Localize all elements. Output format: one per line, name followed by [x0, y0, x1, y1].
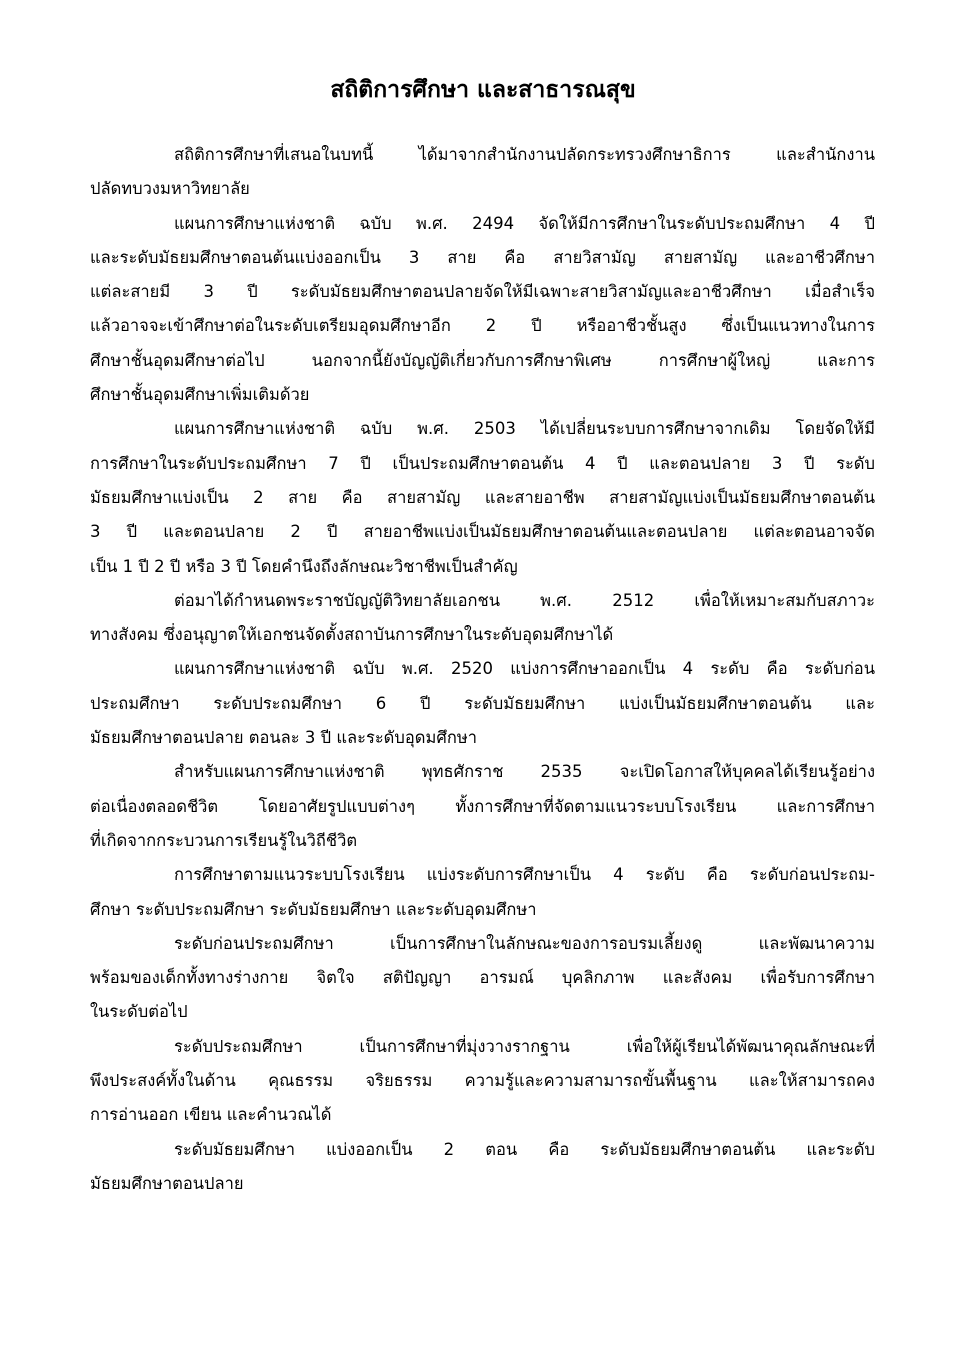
paragraph-line: แต่ละสายมี 3 ปี ระดับมัธยมศึกษาตอนปลายจัดให้มีเฉพาะสายวิสามัญและอาชีวศึกษา เมื่อสำเร็จ: [90, 282, 875, 302]
paragraph: [90, 138, 875, 207]
paragraph-line: ปลัดทบวงมหาวิทยาลัย: [90, 179, 250, 199]
paragraph-line: ศึกษาชั้นอุดมศึกษาต่อไป นอกจากนี้ยังบัญญัติเกี่ยวกับการศึกษาพิเศษ การศึกษาผู้ใหญ่ และการ: [90, 350, 875, 370]
paragraph-line: แผนการศึกษาแห่งชาติ ฉบับ พ.ศ. 2494 จัดให้มีการศึกษาในระดับประถมศึกษา 4 ปี: [174, 213, 875, 233]
paragraph-line: ศึกษาชั้นอุดมศึกษาเพิ่มเติมด้วย: [90, 385, 310, 405]
paragraph: [90, 652, 875, 755]
paragraph-line: ต่อมาได้กำหนดพระราชบัญญัติวิทยาลัยเอกชน พ.ศ. 2512 เพื่อให้เหมาะสมกับสภาวะ: [174, 590, 875, 610]
paragraph: [90, 1030, 875, 1133]
paragraph-line: แล้วอาจจะเข้าศึกษาต่อในระดับเตรียมอุดมศึกษาอีก 2 ปี หรืออาชีวชั้นสูง ซึ่งเป็นแนวทางในการ: [90, 316, 875, 336]
paragraph: [90, 1133, 875, 1202]
paragraph-line: การอ่านออก เขียน และคำนวณได้: [90, 1105, 332, 1125]
paragraph: [90, 755, 875, 858]
paragraph-line: ต่อเนื่องตลอดชีวิต โดยอาศัยรูปแบบต่างๆ ทั้งการศึกษาที่จัดตามแนวระบบโรงเรียน และการศึกษา: [90, 796, 875, 816]
paragraph: [90, 858, 875, 927]
paragraph-line: ระดับมัธยมศึกษา แบ่งออกเป็น 2 ตอน คือ ระดับมัธยมศึกษาตอนต้น และระดับ: [174, 1139, 875, 1159]
paragraph-line: พร้อมของเด็กทั้งทางร่างกาย จิตใจ สติปัญญา อารมณ์ บุคลิกภาพ และสังคม เพื่อรับการศึกษา: [90, 968, 875, 988]
paragraph-line: 3 ปี และตอนปลาย 2 ปี สายอาชีพแบ่งเป็นมัธยมศึกษาตอนต้นและตอนปลาย แต่ละตอนอาจจัด: [90, 522, 875, 542]
paragraph-line: ระดับก่อนประถมศึกษา เป็นการศึกษาในลักษณะของการอบรมเลี้ยงดู และพัฒนาความ: [174, 933, 875, 953]
paragraph-line: การศึกษาในระดับประถมศึกษา 7 ปี เป็นประถมศึกษาตอนต้น 4 ปี และตอนปลาย 3 ปี ระดับ: [90, 453, 875, 473]
paragraph-line: ในระดับต่อไป: [90, 1002, 188, 1022]
paragraph-line: มัธยมศึกษาตอนปลาย ตอนละ 3 ปี และระดับอุดมศึกษา: [90, 728, 477, 748]
paragraph-line: และระดับมัธยมศึกษาตอนต้นแบ่งออกเป็น 3 สาย คือ สายวิสามัญ สายสามัญ และอาชีวศึกษา: [90, 247, 875, 267]
paragraph-line: ทางสังคม ซึ่งอนุญาตให้เอกชนจัดตั้งสถาบันการศึกษาในระดับอุดมศึกษาได้: [90, 625, 614, 645]
paragraph-line: มัธยมศึกษาแบ่งเป็น 2 สาย คือ สายสามัญ และสายอาชีพ สายสามัญแบ่งเป็นมัธยมศึกษาตอนต้น: [90, 487, 875, 507]
paragraph-line: ประถมศึกษา ระดับประถมศึกษา 6 ปี ระดับมัธยมศึกษา แบ่งเป็นมัธยมศึกษาตอนต้น และ: [90, 693, 875, 713]
document-title: สถิติการศึกษา และสาธารณสุข: [330, 77, 636, 103]
paragraph: [90, 927, 875, 1030]
paragraph-line: พึงประสงค์ทั้งในด้าน คุณธรรม จริยธรรม ความรู้และความสามารถขั้นพื้นฐาน และให้สามารถคง: [90, 1071, 875, 1091]
paragraph-line: การศึกษาตามแนวระบบโรงเรียน แบ่งระดับการศึกษาเป็น 4 ระดับ คือ ระดับก่อนประถม-: [174, 865, 875, 885]
paragraph-line: ศึกษา ระดับประถมศึกษา ระดับมัธยมศึกษา และระดับอุดมศึกษา: [90, 899, 537, 919]
paragraph-line: สถิติการศึกษาที่เสนอในบทนี้ ได้มาจากสำนักงานปลัดกระทรวงศึกษาธิการ และสำนักงาน: [174, 145, 875, 164]
paragraph: [90, 412, 875, 583]
paragraph-line: สำหรับแผนการศึกษาแห่งชาติ พุทธศักราช 2535 จะเปิดโอกาสให้บุคคลได้เรียนรู้อย่าง: [174, 762, 875, 782]
paragraph-line: ที่เกิดจากกระบวนการเรียนรู้ในวิถีชีวิต: [90, 830, 358, 850]
paragraph-line: มัธยมศึกษาตอนปลาย: [90, 1173, 244, 1193]
paragraph: [90, 584, 875, 653]
paragraph-line: เป็น 1 ปี 2 ปี หรือ 3 ปี โดยคำนึงถึงลักษณะวิชาชีพเป็นสำคัญ: [90, 556, 518, 576]
paragraph-line: แผนการศึกษาแห่งชาติ ฉบับ พ.ศ. 2520 แบ่งการศึกษาออกเป็น 4 ระดับ คือ ระดับก่อน: [174, 659, 875, 679]
paragraph: [90, 207, 875, 413]
paragraph-line: ระดับประถมศึกษา เป็นการศึกษาที่มุ่งวางรากฐาน เพื่อให้ผู้เรียนได้พัฒนาคุณลักษณะที่: [174, 1036, 875, 1056]
document-body: [90, 138, 875, 1201]
paragraph-line: แผนการศึกษาแห่งชาติ ฉบับ พ.ศ. 2503 ได้เปลี่ยนระบบการศึกษาจากเดิม โดยจัดให้มี: [174, 419, 875, 439]
